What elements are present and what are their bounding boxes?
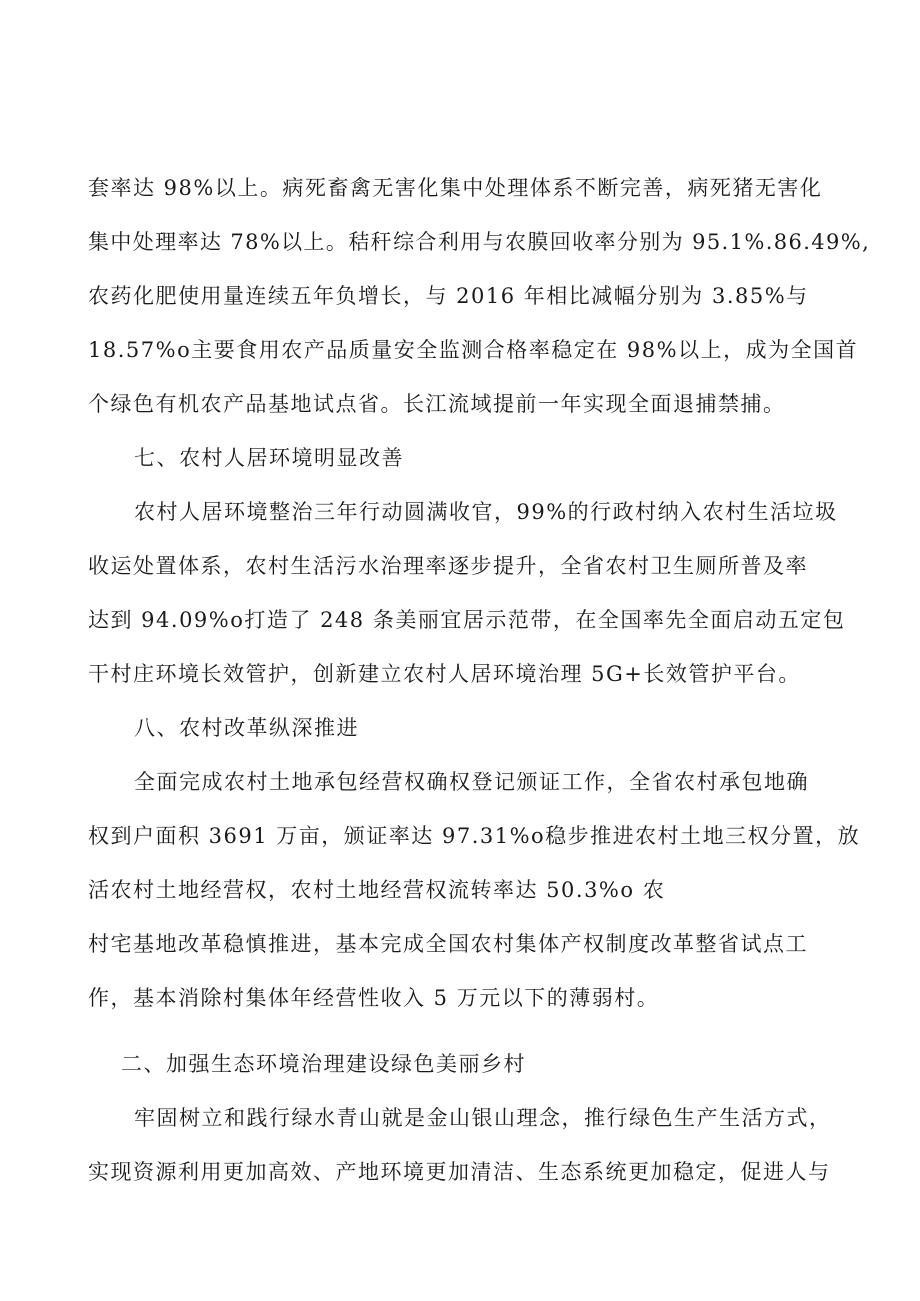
body-line-15: 牢固树立和践行绿水青山就是金山银山理念，推行绿色生产生活方式，: [134, 1106, 832, 1130]
body-line-11: 权到户面积 3691 万亩，颁证率达 97.31%o稳步推进农村土地三权分置，放: [88, 824, 861, 848]
body-line-9: 干村庄环境长效管护，创新建立农村人居环境治理 5G+长效管护平台。: [88, 662, 801, 686]
body-line-14: 作，基本消除村集体年经营性收入 5 万元以下的薄弱村。: [88, 986, 660, 1010]
section-heading-2: 二、加强生态环境治理建设绿色美丽乡村: [121, 1052, 526, 1076]
body-line-3: 农药化肥使用量连续五年负增长，与 2016 年相比减幅分别为 3.85%与: [88, 284, 809, 308]
body-line-12: 活农村土地经营权，农村土地经营权流转率达 50.3%o 农: [88, 878, 666, 902]
body-line-6: 农村人居环境整治三年行动圆满收官，99%的行政村纳入农村生活垃圾: [134, 500, 838, 524]
body-line-13: 村宅基地改革稳慎推进，基本完成全国农村集体产权制度改革整省试点工: [88, 932, 808, 956]
body-line-2: 集中处理率达 78%以上。秸秆综合利用与农膜回收率分别为 95.1%.86.49%,: [88, 230, 871, 254]
body-line-16: 实现资源利用更加高效、产地环境更加清洁、生态系统更加稳定，促进人与: [88, 1160, 831, 1184]
body-line-1: 套率达 98%以上。病死畜禽无害化集中处理体系不断完善，病死猪无害化: [88, 176, 823, 200]
body-line-7: 收运处置体系，农村生活污水治理率逐步提升，全省农村卫生厕所普及率: [88, 554, 808, 578]
body-line-8: 达到 94.09%o打造了 248 条美丽宜居示范带，在全国率先全面启动五定包: [88, 608, 846, 632]
body-line-4: 18.57%o主要食用农产品质量安全监测合格率稳定在 98%以上，成为全国首: [88, 338, 859, 362]
body-line-5: 个绿色有机农产品基地试点省。长江流域提前一年实现全面退捕禁捕。: [88, 392, 786, 416]
body-line-10: 全面完成农村土地承包经营权确权登记颁证工作，全省农村承包地确: [134, 770, 809, 794]
section-heading-8: 八、农村改革纵深推进: [134, 716, 359, 740]
section-heading-7: 七、农村人居环境明显改善: [134, 446, 404, 470]
